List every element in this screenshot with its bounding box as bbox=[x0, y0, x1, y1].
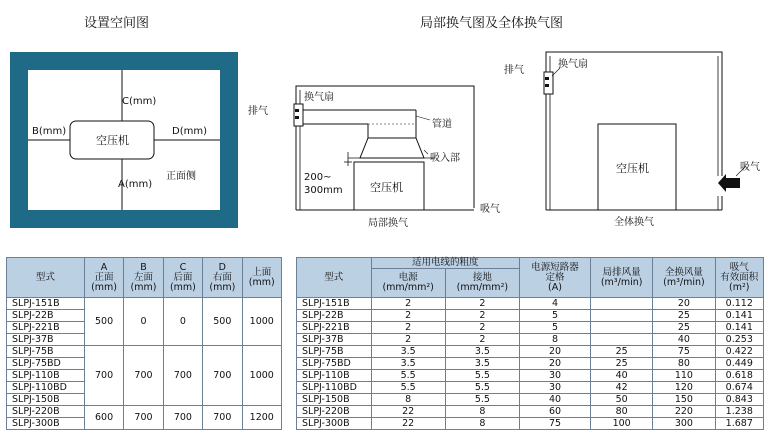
full-vent-diagram bbox=[500, 46, 768, 231]
vent-diagram-title: 局部换气图及全体换气图 bbox=[420, 16, 564, 31]
table-row bbox=[297, 418, 764, 430]
intake-label: 吸入部 bbox=[430, 153, 460, 164]
suction-arrow-icon bbox=[718, 174, 740, 192]
cell-breaker: 5 bbox=[519, 310, 590, 322]
cell-exhaust: 40 bbox=[591, 370, 653, 382]
cell-power: 5.5 bbox=[371, 382, 445, 394]
space-diagram bbox=[10, 52, 238, 228]
cell-area: 0.674 bbox=[715, 382, 763, 394]
cell-ground: 5.5 bbox=[445, 382, 519, 394]
exhaust-label: 排气 bbox=[248, 106, 268, 117]
table-row bbox=[297, 394, 764, 406]
cell-ground: 5.5 bbox=[445, 370, 519, 382]
table-row: SLPJ-75BD bbox=[7, 358, 282, 370]
cell-model: SLPJ-22B bbox=[297, 310, 372, 322]
cell-power: 2 bbox=[371, 298, 445, 310]
fan-label: 换气扇 bbox=[304, 92, 334, 103]
cell-full: 25 bbox=[653, 310, 715, 322]
col-c: C 后面 (mm) bbox=[163, 258, 202, 298]
table-row: SLPJ-110BD bbox=[7, 382, 282, 394]
cell-breaker: 30 bbox=[519, 370, 590, 382]
cell-exhaust bbox=[591, 334, 653, 346]
cell-full: 120 bbox=[653, 382, 715, 394]
cell-area: 1.687 bbox=[715, 418, 763, 430]
cell-ground: 2 bbox=[445, 298, 519, 310]
cell-model: SLPJ-37B bbox=[297, 334, 372, 346]
col-exhaust: 局排风量 (m³/min) bbox=[591, 258, 653, 298]
table-row: SLPJ-37B bbox=[7, 334, 282, 346]
cell-exhaust: 50 bbox=[591, 394, 653, 406]
cell-power: 2 bbox=[371, 310, 445, 322]
cell-power: 5.5 bbox=[371, 370, 445, 382]
cell-ground: 2 bbox=[445, 334, 519, 346]
col-b: B 左面 (mm) bbox=[124, 258, 163, 298]
label-c: C(mm) bbox=[122, 96, 157, 107]
distance-label-1: 200~ bbox=[304, 172, 332, 183]
cell-model: SLPJ-75B bbox=[297, 346, 372, 358]
suction-label: 吸气 bbox=[480, 204, 500, 215]
cell-model: SLPJ-220B bbox=[297, 406, 372, 418]
table-row: SLPJ-110B bbox=[7, 370, 282, 382]
table-row: SLPJ-300B bbox=[7, 418, 282, 430]
table-row: SLPJ-75B 700 700 700 700 1000 bbox=[7, 346, 282, 358]
table-row bbox=[297, 334, 764, 346]
table-row bbox=[297, 322, 764, 334]
cell-model: SLPJ-75BD bbox=[297, 358, 372, 370]
suction-label: 吸气 bbox=[740, 162, 760, 173]
cell-power: 22 bbox=[371, 406, 445, 418]
cell-breaker: 20 bbox=[519, 358, 590, 370]
col-a: A 正面 (mm) bbox=[84, 258, 123, 298]
duct-label: 管道 bbox=[432, 119, 452, 130]
cell-area: 0.843 bbox=[715, 394, 763, 406]
machine-label: 空压机 bbox=[616, 162, 649, 175]
cell-full: 20 bbox=[653, 298, 715, 310]
col-full: 全换风量 (m³/min) bbox=[653, 258, 715, 298]
full-vent-caption: 全体换气 bbox=[614, 217, 654, 228]
table-row bbox=[297, 358, 764, 370]
table-row bbox=[297, 370, 764, 382]
cell-area: 0.141 bbox=[715, 310, 763, 322]
col-top: 上面 (mm) bbox=[242, 258, 281, 298]
cell-full: 80 bbox=[653, 358, 715, 370]
cell-breaker: 60 bbox=[519, 406, 590, 418]
cell-exhaust: 100 bbox=[591, 418, 653, 430]
cell-power: 2 bbox=[371, 322, 445, 334]
cell-ground: 5.5 bbox=[445, 394, 519, 406]
cell-area: 0.422 bbox=[715, 346, 763, 358]
col-ground: 接地 (mm/mm²) bbox=[445, 269, 519, 298]
table-row bbox=[297, 406, 764, 418]
cell-area: 0.112 bbox=[715, 298, 763, 310]
cell-breaker: 30 bbox=[519, 382, 590, 394]
electrical-spec-table bbox=[296, 257, 764, 430]
cell-breaker: 40 bbox=[519, 394, 590, 406]
table-row: SLPJ-22B bbox=[7, 310, 282, 322]
col-model: 型式 bbox=[297, 258, 372, 298]
front-side-label: 正面侧 bbox=[166, 171, 196, 182]
cell-breaker: 8 bbox=[519, 334, 590, 346]
cell-model: SLPJ-221B bbox=[297, 322, 372, 334]
space-spec-table bbox=[6, 257, 282, 430]
distance-label-2: 300mm bbox=[304, 185, 343, 196]
cell-exhaust bbox=[591, 298, 653, 310]
cell-model: SLPJ-151B bbox=[297, 298, 372, 310]
col-wire-group: 适用电线的粗度 bbox=[371, 258, 519, 269]
cell-exhaust bbox=[591, 310, 653, 322]
cell-area: 0.449 bbox=[715, 358, 763, 370]
cell-breaker: 20 bbox=[519, 346, 590, 358]
table-row bbox=[297, 382, 764, 394]
table-row: SLPJ-220B 600 700 700 700 1200 bbox=[7, 406, 282, 418]
cell-exhaust: 80 bbox=[591, 406, 653, 418]
table-row: SLPJ-221B bbox=[7, 322, 282, 334]
cell-breaker: 75 bbox=[519, 418, 590, 430]
cell-full: 25 bbox=[653, 322, 715, 334]
cell-ground: 8 bbox=[445, 406, 519, 418]
local-vent-diagram bbox=[248, 58, 518, 233]
table-row bbox=[297, 346, 764, 358]
cell-model: SLPJ-150B bbox=[297, 394, 372, 406]
col-d: D 右面 (mm) bbox=[203, 258, 242, 298]
cell-model: SLPJ-110B bbox=[297, 370, 372, 382]
cell-exhaust: 25 bbox=[591, 358, 653, 370]
cell-power: 3.5 bbox=[371, 358, 445, 370]
cell-full: 110 bbox=[653, 370, 715, 382]
table-row: SLPJ-150B bbox=[7, 394, 282, 406]
cell-ground: 8 bbox=[445, 418, 519, 430]
label-b: B(mm) bbox=[32, 126, 67, 137]
cell-full: 220 bbox=[653, 406, 715, 418]
cell-ground: 3.5 bbox=[445, 346, 519, 358]
cell-area: 0.253 bbox=[715, 334, 763, 346]
cell-exhaust bbox=[591, 322, 653, 334]
label-d: D(mm) bbox=[172, 126, 207, 137]
cell-full: 75 bbox=[653, 346, 715, 358]
space-diagram-title: 设置空间图 bbox=[84, 16, 150, 31]
cell-power: 22 bbox=[371, 418, 445, 430]
cell-exhaust: 25 bbox=[591, 346, 653, 358]
cell-area: 0.618 bbox=[715, 370, 763, 382]
cell-ground: 2 bbox=[445, 310, 519, 322]
cell-ground: 2 bbox=[445, 322, 519, 334]
cell-power: 8 bbox=[371, 394, 445, 406]
cell-full: 300 bbox=[653, 418, 715, 430]
col-area: 吸气 有效面积 (m²) bbox=[715, 258, 763, 298]
label-a: A(mm) bbox=[118, 179, 153, 190]
exhaust-label: 排气 bbox=[504, 65, 524, 76]
machine-label: 空压机 bbox=[370, 181, 403, 194]
local-vent-caption: 局部换气 bbox=[368, 218, 408, 229]
col-model: 型式 bbox=[7, 258, 85, 298]
cell-full: 40 bbox=[653, 334, 715, 346]
col-power: 电源 (mm/mm²) bbox=[371, 269, 445, 298]
table-row: SLPJ-151B 500 0 0 500 1000 bbox=[7, 298, 282, 310]
machine-label: 空压机 bbox=[96, 134, 129, 147]
cell-model: SLPJ-110BD bbox=[297, 382, 372, 394]
cell-breaker: 5 bbox=[519, 322, 590, 334]
col-breaker: 电源短路器 定格 (A) bbox=[519, 258, 590, 298]
cell-model: SLPJ-300B bbox=[297, 418, 372, 430]
cell-full: 150 bbox=[653, 394, 715, 406]
cell-power: 2 bbox=[371, 334, 445, 346]
table-row bbox=[297, 298, 764, 310]
cell-exhaust: 42 bbox=[591, 382, 653, 394]
cell-breaker: 4 bbox=[519, 298, 590, 310]
cell-power: 3.5 bbox=[371, 346, 445, 358]
cell-ground: 3.5 bbox=[445, 358, 519, 370]
cell-area: 1.238 bbox=[715, 406, 763, 418]
cell-area: 0.141 bbox=[715, 322, 763, 334]
fan-label: 换气扇 bbox=[558, 59, 588, 70]
table-row bbox=[297, 310, 764, 322]
